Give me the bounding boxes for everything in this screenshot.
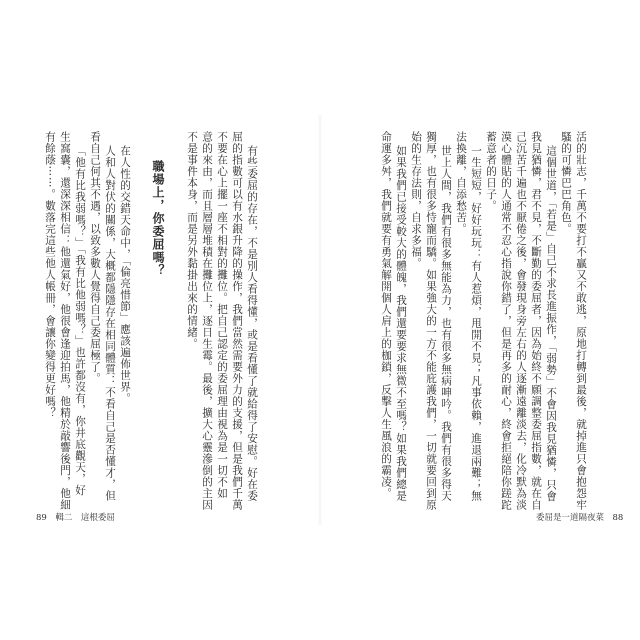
text-line: 騷的可憐巴巴角色。 <box>560 131 572 235</box>
text-line: 始的生存法則，自求多福。 <box>410 131 422 269</box>
section-heading: 職場上，你委屈嗎？ <box>151 160 165 277</box>
text-line: 有些委屈的存在，不是別人看得懂，或是看懂了就給得了安慰。好在委 <box>246 145 258 502</box>
text-line: 世上人間，我們有很多無能為力，也有很多無病呻吟。我們有很多得天 <box>440 145 452 502</box>
text-line: 活的壯志，千萬不要打不贏又不敢逃，原地打轉到最後，就掉進只會抱怨牢 <box>575 131 587 511</box>
text-line: 屈的指數可以有水銀升降的操作，我們當然需要外力的支援，但是我們千萬 <box>231 131 243 511</box>
text-line: 獨厚，也有很多恃寵而驕。如果強大的一方不能庇護我們，一切就要回到原 <box>425 131 437 511</box>
text-line: 己沉苦千遍也不厭倦之後，會發現身旁左右的人逐漸遠離淡去，化冷默為淡 <box>515 131 527 511</box>
text-line: 一生短短，好好玩玩：有人惹煩，甩開不見；凡事依賴，進退兩難；無 <box>470 145 482 502</box>
page-footer: 委屈是一道隔夜菜 88 <box>536 513 624 523</box>
text-line: 人和人對伏的關係，大概都隱隱存在相同體質：不看自己是否懂才，但 <box>104 145 116 502</box>
text-line: 有餘蔭⋯⋯。數落完這些他人帳冊，會讓你變得更好嗎？ <box>44 131 56 419</box>
text-line: 蓄意者的日子。 <box>485 131 497 212</box>
text-line: 漠心體貼的人通常不忍心指說你錯了，但是再多的耐心，終會拒絕陪你蹉跎 <box>500 131 512 511</box>
text-line: 這個世道，「若是」自己不求長進振作，「弱勢」不會因我見猶憐，只會 <box>545 145 557 503</box>
text-line: 如果我們已接受較大的體魄，我們還要要求無微不至嗎？如果我們總是 <box>395 145 407 502</box>
text-line: 命運多舛，我們就要有勇氣解開個人肩上的枷鎖，反擊人生風浪的霸凌。 <box>380 131 392 499</box>
text-line: 意的來由，而且層層堆積在攤位上，逐日生霉。最後，擴大心靈滲倒的主因 <box>201 131 213 511</box>
text-line: 法換離，自添愁苦。 <box>455 131 467 235</box>
text-line: 看自己何其不遇，以致多數人覺得自己委屈極了。 <box>89 131 101 384</box>
text-line: 「他有比我弱嗎？」「我有比他弱嗎？」也許都沒有，你井底觀天，好 <box>74 145 86 497</box>
text-line: 我見猶憐，君不見，不斷勤的委屈者，因為始終不願調整委屈指數，就在自 <box>530 131 542 511</box>
text-line: 在人性的交錯天命中，「倫亮惜節」應該遍佈世界。 <box>119 145 131 405</box>
right-page <box>320 0 640 640</box>
text-line: 不是事件本身，而是另外黏掛出來的情緒。 <box>186 131 198 350</box>
text-line: 不要在心上擺一座不相對的攤位。把自己認定的委屈理由視為是一切不如 <box>216 131 228 499</box>
page-footer: 89 輯二 這根委屈 <box>36 513 115 523</box>
text-line: 生窩囊，還深深相信：他還氣好，他很會逢迎拍馬，他精於敲響後門，他細 <box>59 131 71 511</box>
